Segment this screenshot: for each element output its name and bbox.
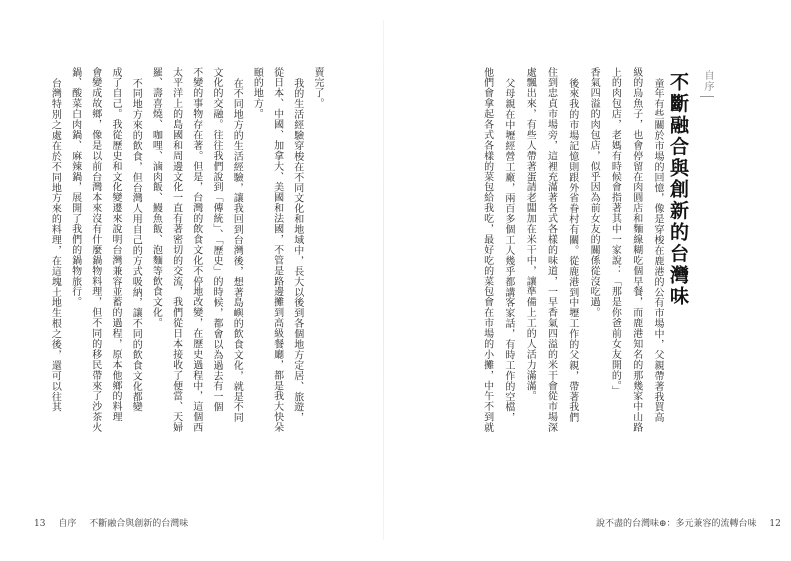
left-page-number: 13 (34, 519, 46, 529)
left-column-5: 在不同地方的生活經驗，讓我回到台灣後，想著島嶼的飲食文化，就是不同 (231, 78, 243, 423)
left-column-12: 會變成故鄉，像是以前台灣本來沒有什麼鍋物料理，但不同的移民帶來了沙茶火 (89, 67, 101, 433)
chapter-title: 不斷融合與創新的台灣味 (667, 72, 689, 308)
right-column-6: 住到忠貞市場旁，這裡充滿著各式各樣的味道，一早香氣四溢的米干會從市場深 (545, 67, 557, 433)
left-column-13: 鍋、酸菜白肉鍋、麻辣鍋，展開了我們的鍋物旅行。 (69, 67, 81, 308)
right-column-3: 上的肉包店，老媽有時候會指著其中一家說：「那是你爸前女友開的。」 (609, 67, 621, 397)
left-footer-section: 自序 (58, 519, 77, 529)
right-page-number: 12 (769, 519, 781, 529)
section-rule (700, 96, 714, 97)
right-column-2: 級的烏魚子，也會停留在肉圓店和麵線糊吃個早餐，而鹿港知名的那幾家中山路 (630, 67, 642, 433)
left-column-10: 不同地方來的飲食，但台灣人用自己的方式吸納，讓不同的飲食文化都變 (130, 78, 142, 413)
left-column-14: 台灣特別之處在於不同地方來的料理，在這塊土地生根之後，還可以往其 (49, 78, 61, 413)
left-column-7: 不變的事物存在著。但是，台灣的飲食文化不停地改變，在歷史過程中，這個西 (190, 67, 202, 433)
right-column-9: 他們會拿起各式各樣的菜包給我吃，最好吃的菜包會在市場的小攤，中午不到就 (481, 67, 493, 433)
right-column-5: 後來我的市場記憶則跟外省眷村有關。從鹿港到中壢工作的父親，帶著我們 (566, 78, 578, 423)
left-page-footer (34, 519, 198, 529)
left-column-4: 頤的地方。 (251, 67, 263, 120)
right-column-7: 處飄出來，有些人帶著蛋請老闆加在米干中，讓準備上工的人活力滿滿。 (524, 67, 536, 402)
left-column-8: 太平洋上的島國和周邊文化一直有著密切的交流，我們從日本接收了便當、天婦 (170, 67, 182, 433)
left-column-11: 成了自己。我從歷史和文化變遷來說明台灣兼容並蓄的過程，原本他鄉的料理 (110, 67, 121, 423)
left-column-1: 賣完了。 (312, 67, 323, 109)
section-label: 自序 (702, 70, 713, 92)
right-column-4: 香氣四溢的肉包店，似乎因為前女友的關係從沒吃過。 (588, 67, 600, 318)
left-column-2: 我的生活經驗穿梭在不同文化和地域中，長大以後到各個地方定居、旅遊， (291, 78, 303, 423)
right-column-8: 父母親在中壢經營工廠，兩百多個工人幾乎都講客家話，有時工作的空檔， (502, 78, 514, 423)
left-page (0, 0, 384, 561)
left-footer-running-title: 不斷融合與創新的台灣味 (89, 519, 189, 529)
right-column-1: 童年有些關於市場的回憶，像是穿梭在鹿港的公有市場中，父親帶著我買高 (652, 78, 663, 423)
right-footer-running-title: 說不盡的台灣味⊕：多元兼容的流轉台味 (596, 519, 757, 529)
left-column-6: 文化的交融。往往我們說到「傳統」、「歷史」的時候，都會以為過去有一個 (211, 67, 222, 413)
left-column-3: 從日本、中國、加拿大、美國和法國，不管是路邊攤到高級餐廳，都是我大快朵 (271, 67, 283, 433)
left-column-9: 羅、壽喜燒、咖哩、滷肉飯、鰻魚飯、泡麵等飲食文化。 (150, 67, 162, 329)
right-page-footer (596, 519, 791, 529)
